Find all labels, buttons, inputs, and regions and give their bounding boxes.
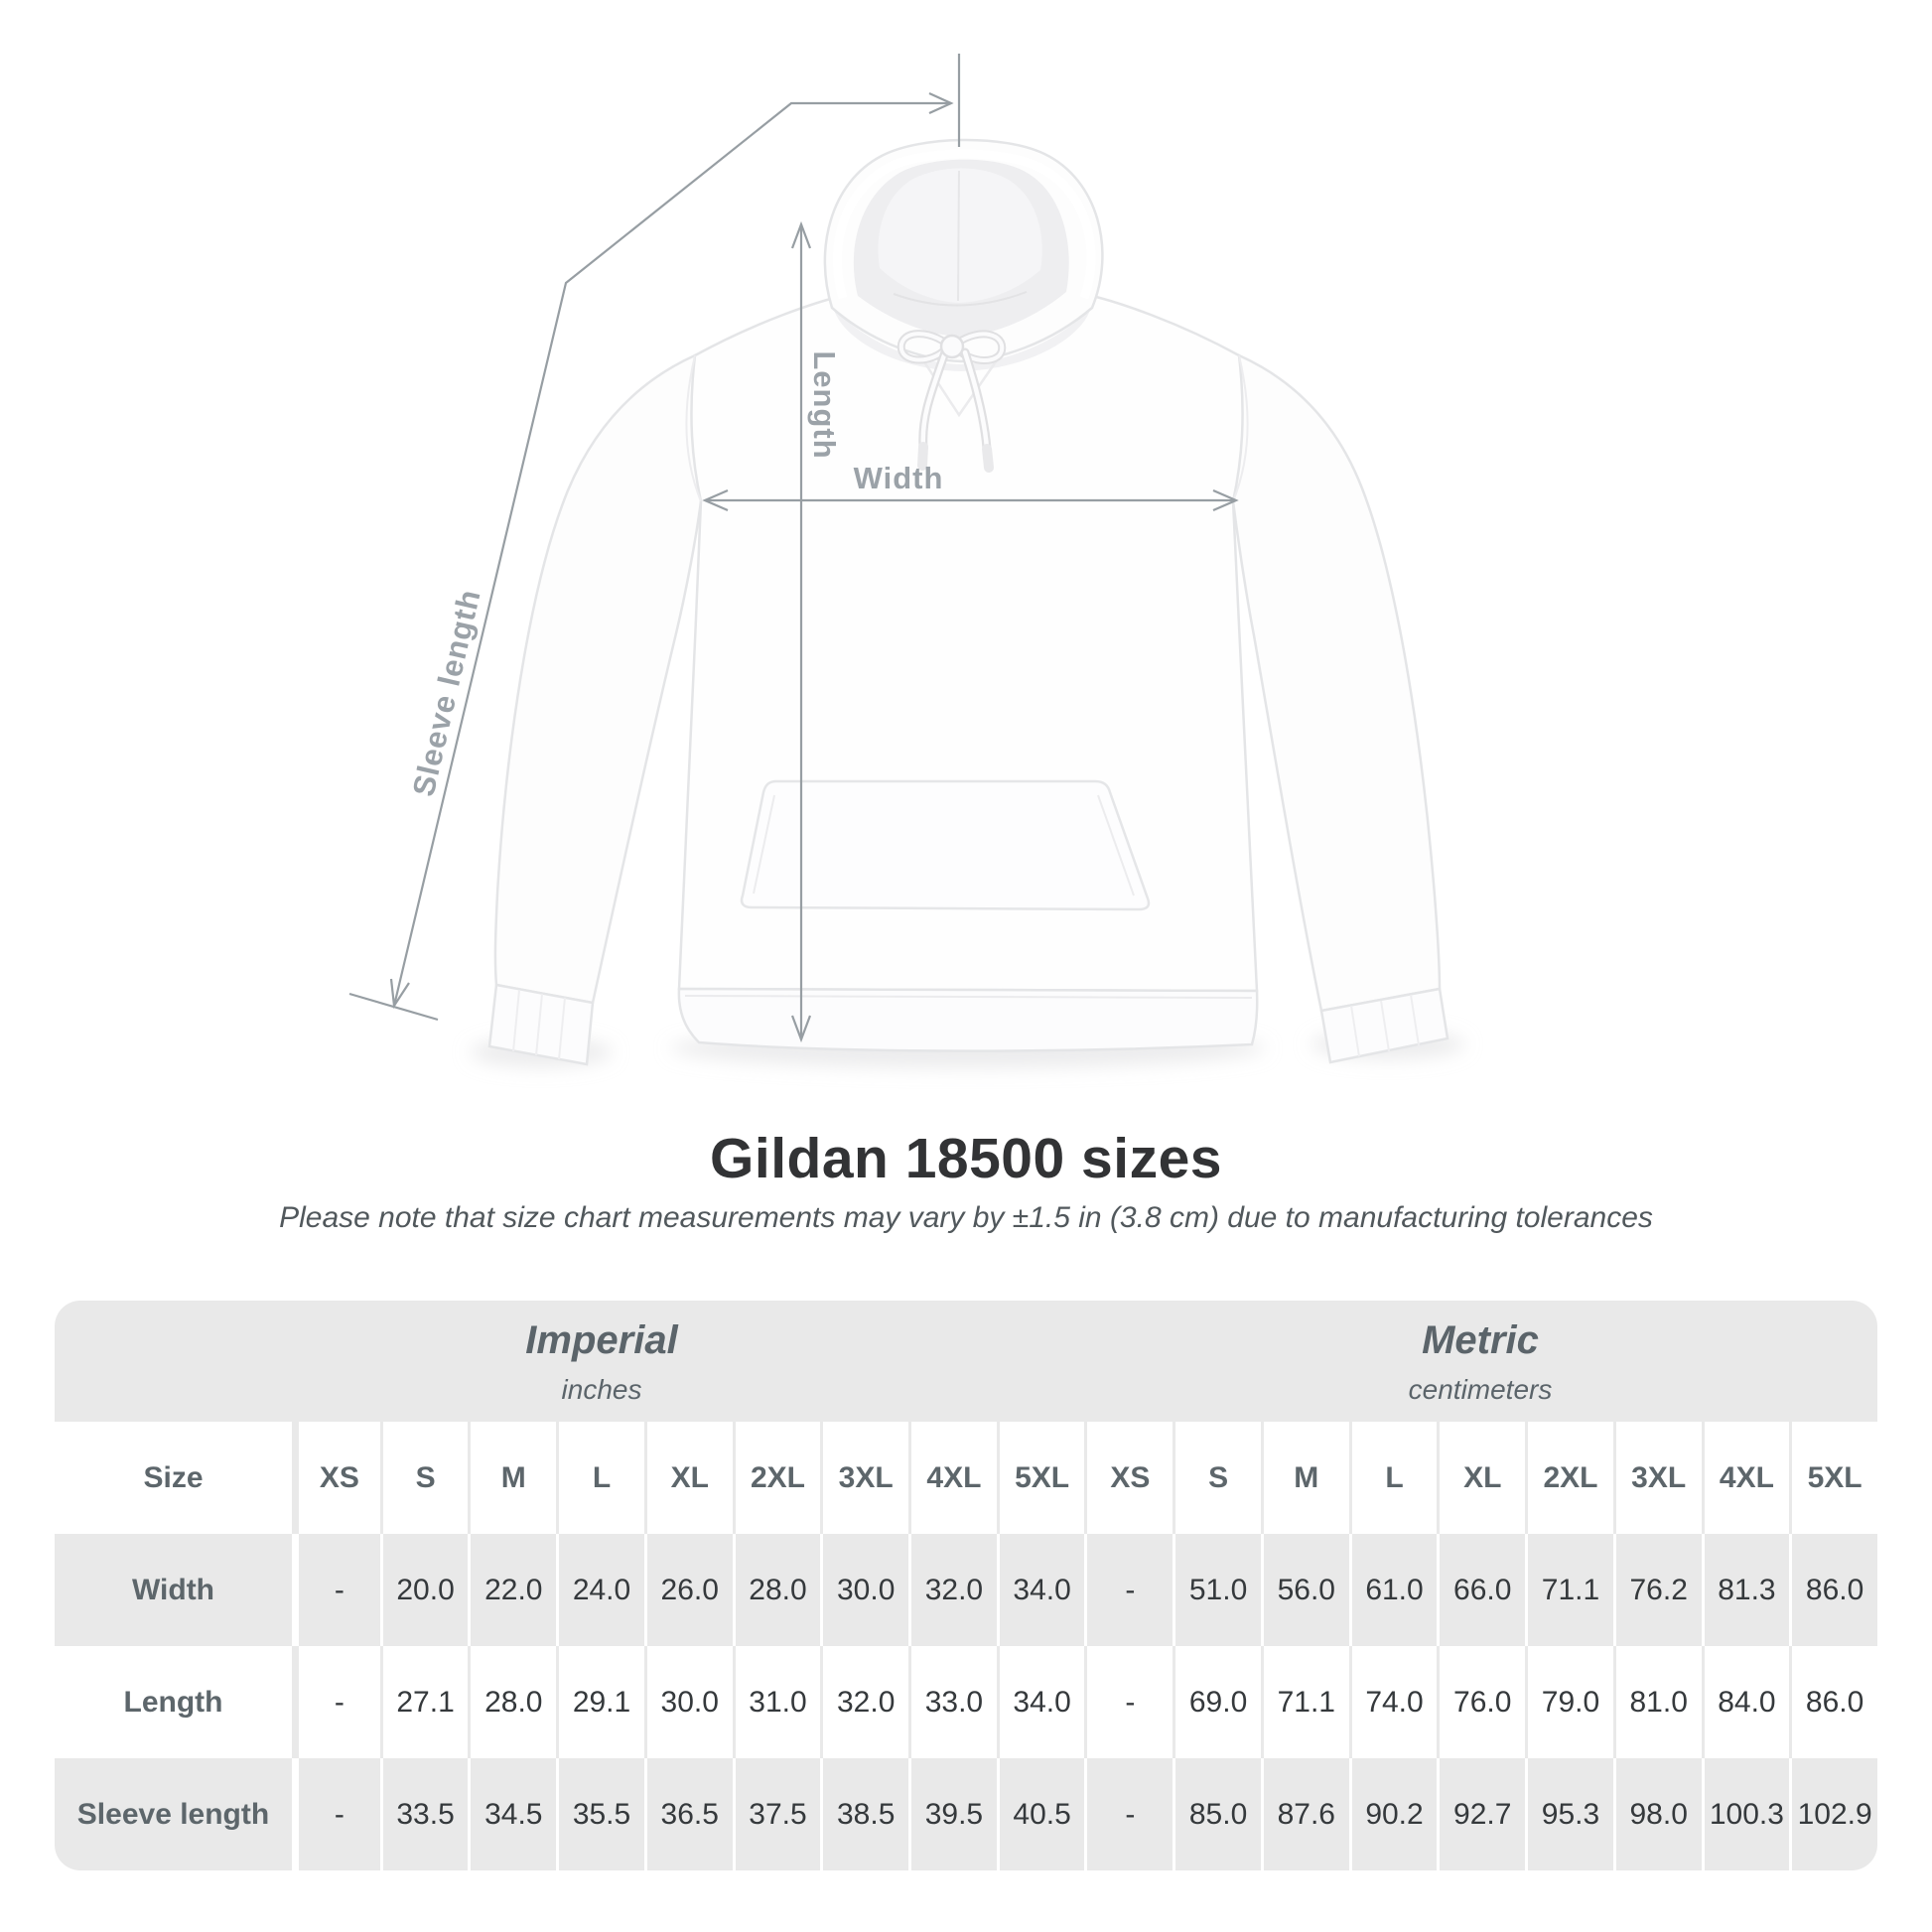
table-cell: 76.0	[1437, 1646, 1525, 1758]
table-cell: 85.0	[1173, 1758, 1261, 1870]
hoodie-illustration	[489, 140, 1448, 1064]
kangaroo-pocket	[742, 781, 1149, 909]
width-measure-label: Width	[853, 461, 944, 495]
table-cell: 71.1	[1525, 1534, 1613, 1646]
units-band	[55, 1301, 1877, 1422]
column-header: XS	[1084, 1422, 1173, 1534]
column-header: 2XL	[733, 1422, 821, 1534]
table-cell: 81.0	[1613, 1646, 1702, 1758]
table-cell: 95.3	[1525, 1758, 1613, 1870]
column-header: 3XL	[820, 1422, 908, 1534]
column-header: M	[468, 1422, 556, 1534]
table-row	[55, 1646, 1877, 1758]
sleeve-length-measure-label: Sleeve length	[405, 585, 487, 800]
table-row	[55, 1758, 1877, 1870]
table-cell: 102.9	[1789, 1758, 1877, 1870]
table-cell: 37.5	[733, 1758, 821, 1870]
table-cell: -	[1084, 1534, 1173, 1646]
table-cell: 26.0	[644, 1534, 733, 1646]
column-header: L	[556, 1422, 644, 1534]
table-cell: 71.1	[1261, 1646, 1349, 1758]
table-cell: 28.0	[733, 1534, 821, 1646]
table-cell: 34.0	[997, 1646, 1085, 1758]
column-header: XL	[1437, 1422, 1525, 1534]
table-row	[55, 1422, 1877, 1534]
unit-group-metric	[1409, 1316, 1553, 1410]
table-cell: 66.0	[1437, 1534, 1525, 1646]
row-label: Width	[131, 1573, 215, 1606]
table-cell: 35.5	[556, 1758, 644, 1870]
row-label: Length	[123, 1685, 223, 1719]
table-cell: 90.2	[1349, 1758, 1438, 1870]
column-header: 4XL	[1702, 1422, 1790, 1534]
table-cell: 20.0	[380, 1534, 469, 1646]
column-header: 4XL	[908, 1422, 997, 1534]
table-cell: 31.0	[733, 1646, 821, 1758]
table-cell: 92.7	[1437, 1758, 1525, 1870]
table-cell: 24.0	[556, 1534, 644, 1646]
table-cell: 61.0	[1349, 1534, 1438, 1646]
table-cell: 39.5	[908, 1758, 997, 1870]
row-label: Sleeve length	[76, 1797, 270, 1831]
table-cell: 38.5	[820, 1758, 908, 1870]
metric-unit: centimeters	[1408, 1374, 1553, 1405]
table-cell: 28.0	[468, 1646, 556, 1758]
metric-label: Metric	[1422, 1318, 1539, 1362]
column-header: S	[380, 1422, 469, 1534]
table-cell: -	[1084, 1646, 1173, 1758]
table-cell: 22.0	[468, 1534, 556, 1646]
table-cell: 34.5	[468, 1758, 556, 1870]
table-cell: 74.0	[1349, 1646, 1438, 1758]
table-cell: 30.0	[644, 1646, 733, 1758]
table-cell: 30.0	[820, 1534, 908, 1646]
length-measure-label: Length	[807, 350, 842, 460]
table-cell: 29.1	[556, 1646, 644, 1758]
table-cell: 86.0	[1789, 1534, 1877, 1646]
table-cell: 69.0	[1173, 1646, 1261, 1758]
page-subtitle: Please note that size chart measurements may vary by ±1.5 in (3.8 cm) due to manufacturing tolerances	[279, 1201, 1653, 1234]
table-cell: 86.0	[1789, 1646, 1877, 1758]
table-cell: 76.2	[1613, 1534, 1702, 1646]
table-cell: 40.5	[997, 1758, 1085, 1870]
table-cell: 32.0	[820, 1646, 908, 1758]
table-cell: -	[292, 1758, 380, 1870]
size-chart-table	[55, 1301, 1877, 1870]
column-header: XL	[644, 1422, 733, 1534]
table-cell: 36.5	[644, 1758, 733, 1870]
table-cell: 98.0	[1613, 1758, 1702, 1870]
column-header: 3XL	[1613, 1422, 1702, 1534]
table-cell: 33.5	[380, 1758, 469, 1870]
column-header: 2XL	[1525, 1422, 1613, 1534]
imperial-label: Imperial	[525, 1318, 678, 1362]
heading-block	[0, 1124, 1932, 1239]
column-header: S	[1173, 1422, 1261, 1534]
table-cell: 51.0	[1173, 1534, 1261, 1646]
table-cell: -	[292, 1534, 380, 1646]
column-header: M	[1261, 1422, 1349, 1534]
table-cell: 33.0	[908, 1646, 997, 1758]
table-cell: 87.6	[1261, 1758, 1349, 1870]
size-grid	[55, 1422, 1877, 1870]
table-cell: -	[1084, 1758, 1173, 1870]
imperial-unit: inches	[561, 1374, 642, 1405]
column-header: 5XL	[1789, 1422, 1877, 1534]
table-cell: 100.3	[1702, 1758, 1790, 1870]
column-header: XS	[292, 1422, 380, 1534]
table-cell: 34.0	[997, 1534, 1085, 1646]
table-cell: -	[292, 1646, 380, 1758]
unit-group-imperial	[525, 1316, 677, 1410]
page-title: Gildan 18500 sizes	[710, 1127, 1222, 1190]
table-cell: 79.0	[1525, 1646, 1613, 1758]
table-cell: 32.0	[908, 1534, 997, 1646]
table-cell: 56.0	[1261, 1534, 1349, 1646]
size-column-header: Size	[143, 1460, 204, 1494]
table-cell: 81.3	[1702, 1534, 1790, 1646]
table-cell: 27.1	[380, 1646, 469, 1758]
column-header: 5XL	[997, 1422, 1085, 1534]
table-cell: 84.0	[1702, 1646, 1790, 1758]
table-row	[55, 1534, 1877, 1646]
column-header: L	[1349, 1422, 1438, 1534]
